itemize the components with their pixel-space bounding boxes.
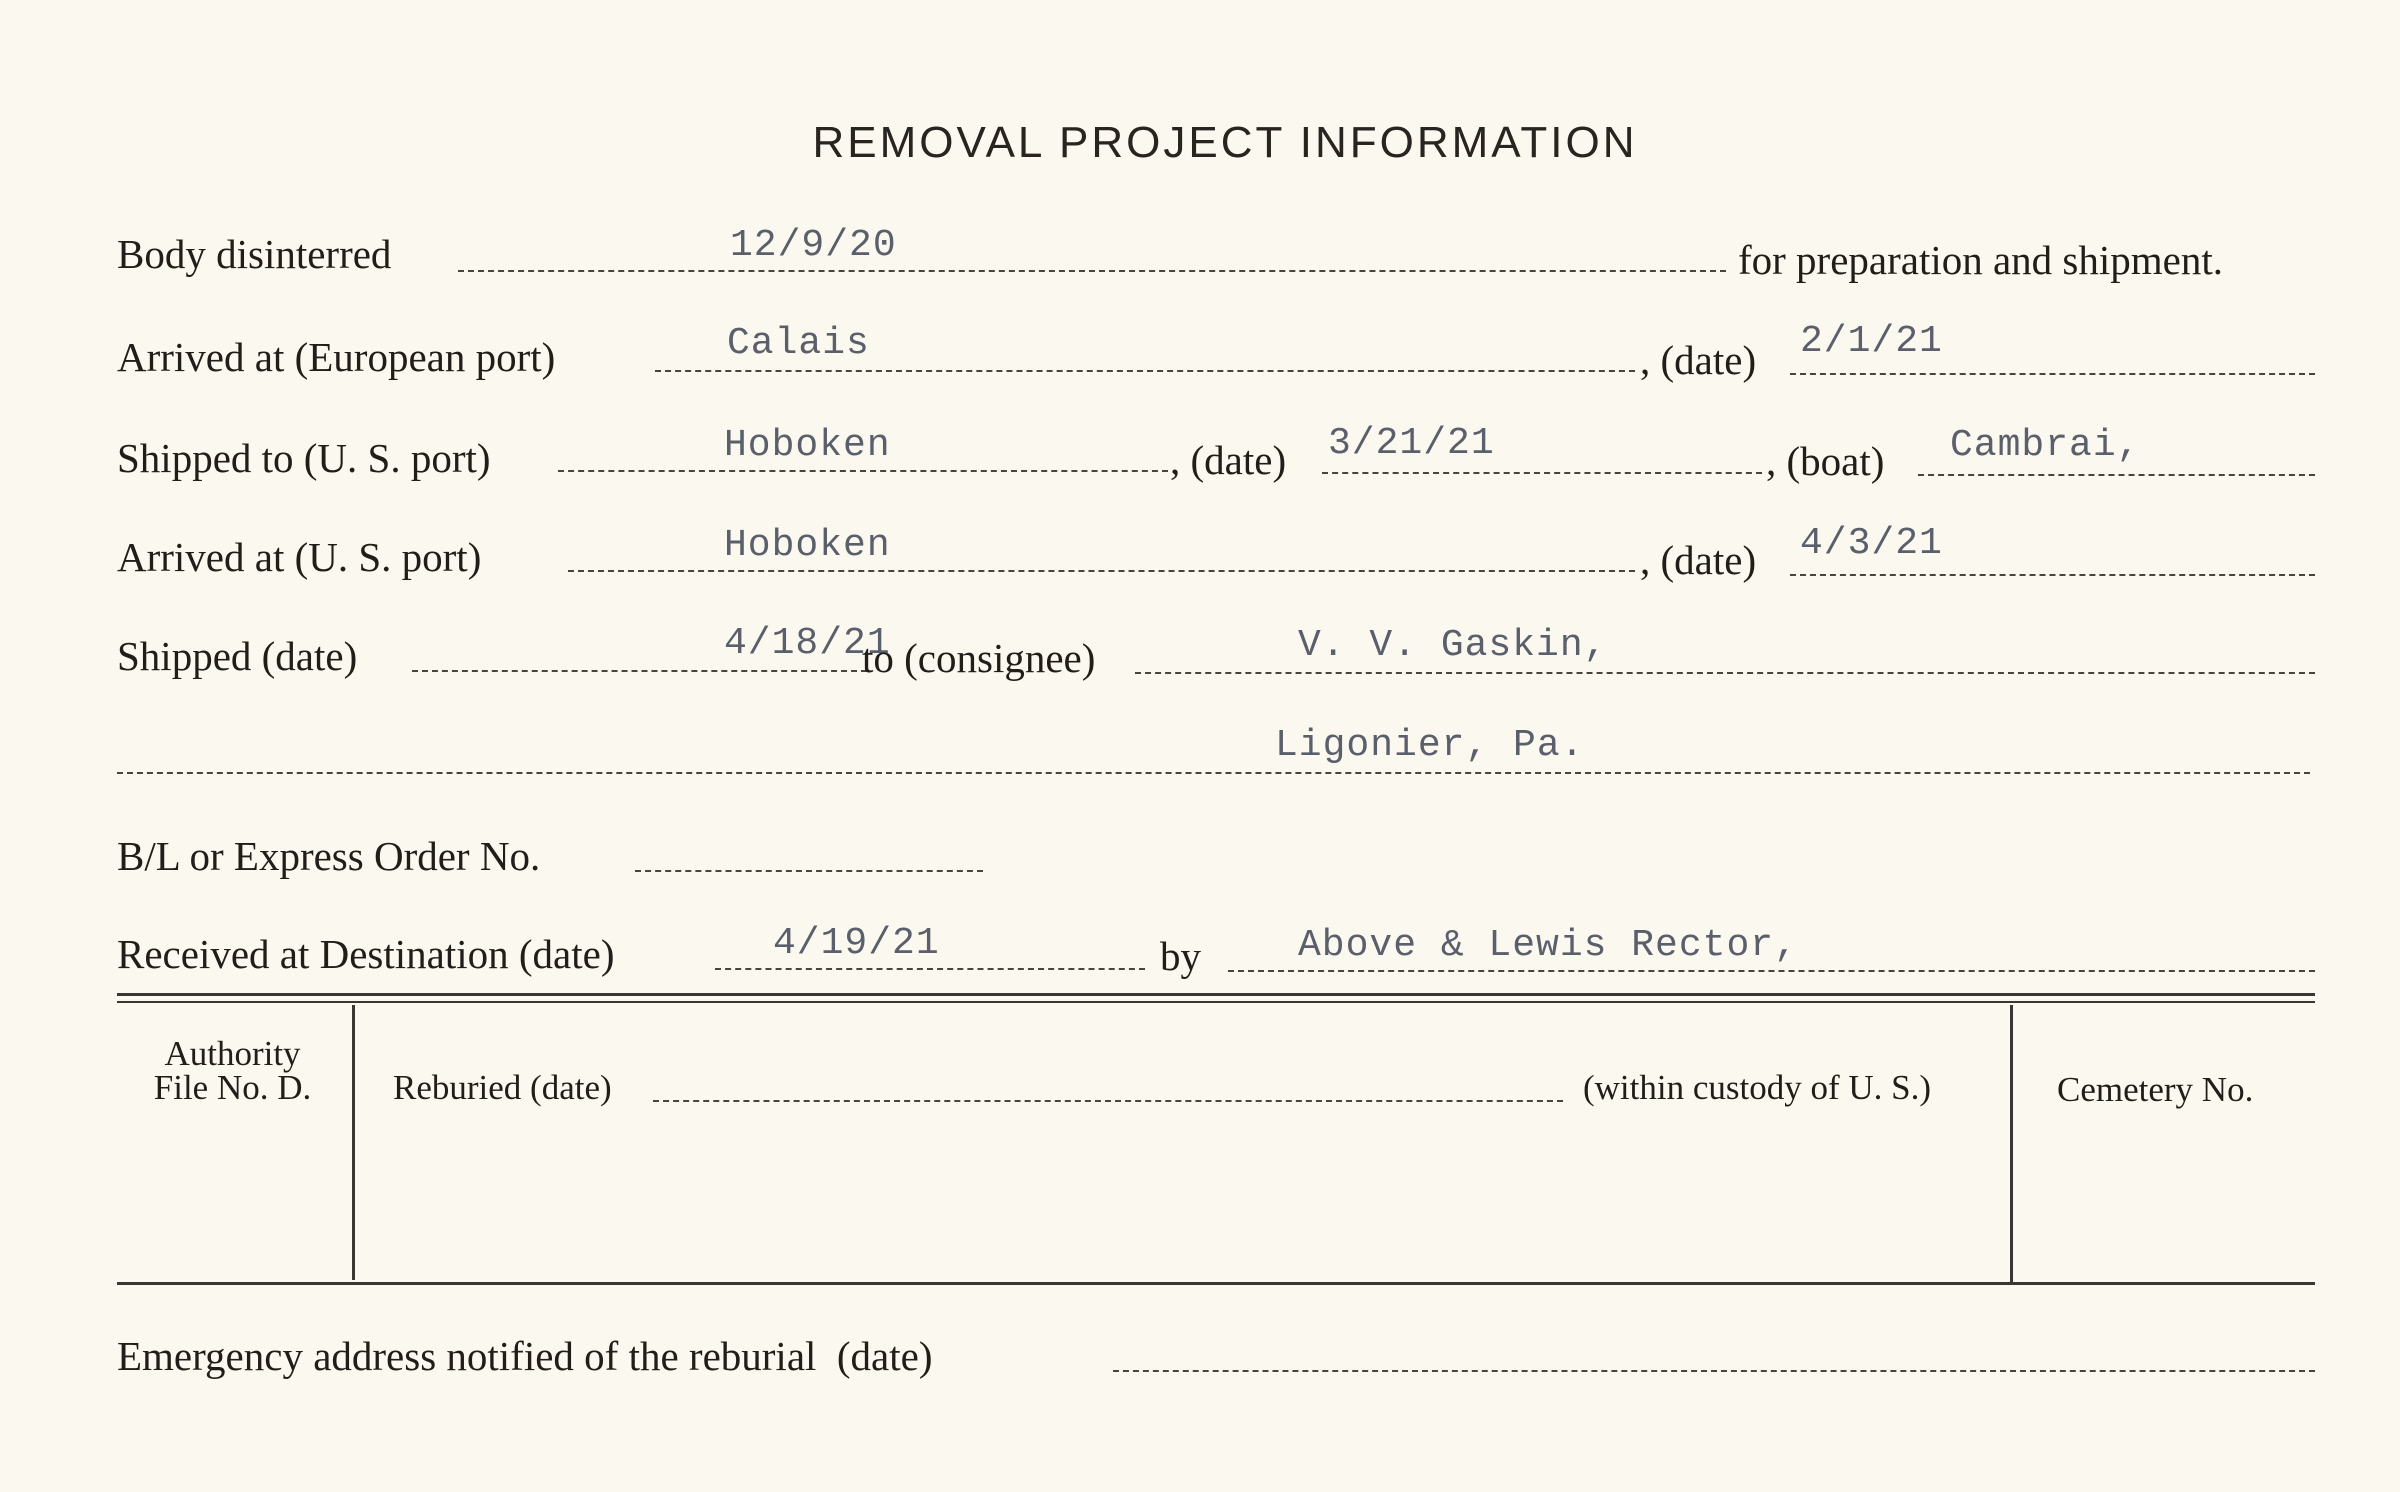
boat-value: Cambrai, xyxy=(1950,424,2141,467)
shipped-consignee-date-label: Shipped (date) xyxy=(117,633,358,679)
bl-order-label: B/L or Express Order No. xyxy=(117,833,541,879)
received-date-value: 4/19/21 xyxy=(773,922,940,965)
consignee-name-value: V. V. Gaskin, xyxy=(1298,624,1608,667)
received-by-label: by xyxy=(1160,933,1201,979)
emergency-label xyxy=(117,1332,933,1380)
received-destination-label: Received at Destination (date) xyxy=(117,931,615,977)
received-by-value: Above & Lewis Rector, xyxy=(1298,924,1798,967)
for-preparation-label: for preparation and shipment. xyxy=(1738,237,2224,283)
boat-label: , (boat) xyxy=(1766,438,1885,484)
disinterred-date-value: 12/9/20 xyxy=(730,224,897,267)
arrived-european-label: Arrived at (European port) xyxy=(117,334,556,380)
us-port-shipped-value: Hoboken xyxy=(724,424,891,467)
european-arrival-date-value: 2/1/21 xyxy=(1800,320,1943,363)
card-title: REMOVAL PROJECT INFORMATION xyxy=(812,118,1638,167)
emergency-date-text: (date) xyxy=(836,1333,933,1379)
shipped-date-line xyxy=(1322,472,1762,474)
european-port-value: Calais xyxy=(727,322,870,365)
us-arrival-date-value: 4/3/21 xyxy=(1800,522,1943,565)
table-divider-right xyxy=(2010,1005,2013,1285)
shipped-date-value: 3/21/21 xyxy=(1328,422,1495,465)
to-consignee-label: to (consignee) xyxy=(862,635,1096,681)
arrived-us-label: Arrived at (U. S. port) xyxy=(117,534,482,580)
shipped-date-text: (date) xyxy=(1190,437,1287,483)
us-port-arrived-value: Hoboken xyxy=(724,524,891,567)
received-date-line xyxy=(715,968,1145,970)
european-date-text: (date) xyxy=(1660,337,1757,383)
body-disinterred-label: Body disinterred xyxy=(117,231,392,277)
reburied-label: Reburied (date) xyxy=(393,1068,612,1107)
reburied-line xyxy=(653,1100,1563,1102)
us-arrival-date-text: (date) xyxy=(1660,537,1757,583)
us-arrival-date-line xyxy=(1790,574,2315,576)
european-date-label: , (date) xyxy=(1640,337,1757,383)
consignee-line xyxy=(1135,672,2315,674)
bl-order-line xyxy=(635,870,983,872)
european-port-line xyxy=(655,370,1635,372)
boat-text: (boat) xyxy=(1786,438,1885,484)
consignee-address-value: Ligonier, Pa. xyxy=(1275,724,1585,767)
table-top-rule xyxy=(117,993,2315,996)
table-top-rule-inner xyxy=(117,1001,2315,1003)
authority-label: Authority xyxy=(164,1034,301,1073)
shipped-to-us-label: Shipped to (U. S. port) xyxy=(117,435,491,481)
received-by-line xyxy=(1228,970,2315,972)
boat-line xyxy=(1918,474,2315,476)
emergency-text: Emergency address notified of the reburial xyxy=(117,1333,817,1379)
consignee-address-line xyxy=(117,772,2310,774)
us-port-shipped-line xyxy=(558,470,1168,472)
european-date-line xyxy=(1790,373,2315,375)
us-port-arrived-line xyxy=(568,570,1635,572)
within-custody-label: (within custody of U. S.) xyxy=(1583,1068,1932,1107)
us-arrival-date-label: , (date) xyxy=(1640,537,1757,583)
shipped-to-consignee-date-value: 4/18/21 xyxy=(724,622,891,665)
file-no-label: File No. D. xyxy=(153,1068,312,1107)
shipped-date-label: , (date) xyxy=(1170,437,1287,483)
table-bottom-rule xyxy=(117,1282,2315,1285)
shipped-consignee-date-line xyxy=(412,670,867,672)
body-disinterred-line xyxy=(458,270,1726,272)
cemetery-no-label: Cemetery No. xyxy=(2057,1070,2254,1109)
emergency-line xyxy=(1113,1370,2315,1372)
